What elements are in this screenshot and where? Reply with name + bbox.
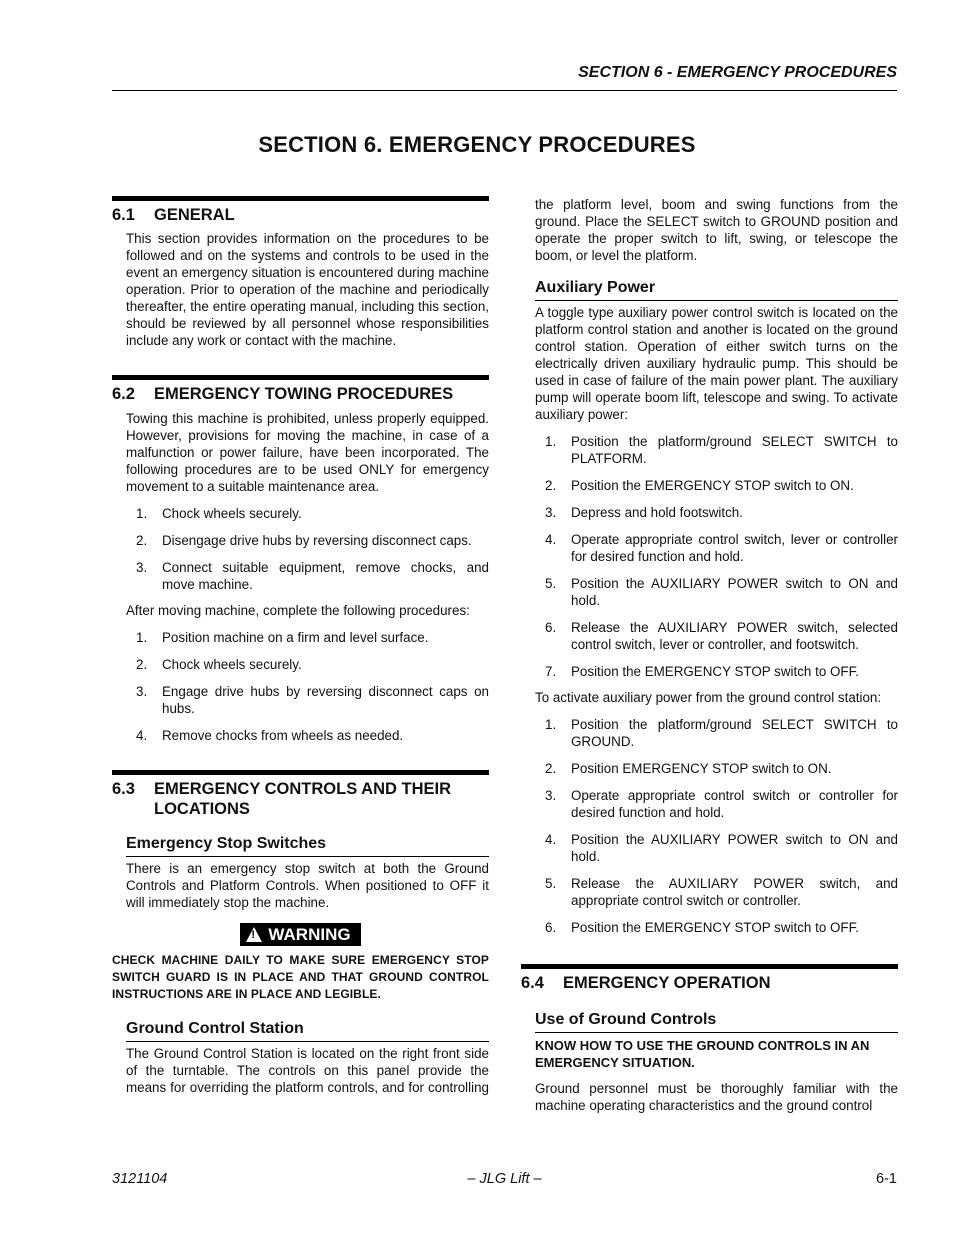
- running-header: SECTION 6 - EMERGENCY PROCEDURES: [578, 64, 897, 81]
- aux-power-paragraph: A toggle type auxiliary power control switch is located on the platform control station and another is located on the ground control station. Operation of either switch turns on the electrically driven auxiliary hydraulic pump. This should be used in case of failure of the main power plant. The auxiliary pump will operate boom lift, telescope and swing. To activate auxiliary power:: [535, 305, 898, 422]
- list-item: 2. Chock wheels securely.: [136, 657, 302, 672]
- section-title: EMERGENCY OPERATION: [563, 974, 771, 992]
- after-moving-paragraph: After moving machine, complete the following procedures:: [126, 603, 470, 618]
- list-item: 2. Position the EMERGENCY STOP switch to ON.: [545, 478, 854, 493]
- aux-ground-intro: To activate auxiliary power from the ground control station:: [535, 690, 882, 705]
- list-item: 5. Position the AUXILIARY POWER switch to ON and hold.: [545, 576, 898, 608]
- page-title: SECTION 6. EMERGENCY PROCEDURES: [258, 132, 696, 157]
- subheading-ground-control-station: Ground Control Station: [126, 1019, 489, 1042]
- gcs-paragraph-part1: The Ground Control Station is located on the right front side of the turntable. The controls on this panel provide the means for overriding the platform controls, and for controlling: [126, 1046, 489, 1095]
- list-item: 4. Position the AUXILIARY POWER switch to ON and hold.: [545, 832, 898, 864]
- warning-banner: [112, 923, 489, 946]
- list-item: 3. Operate appropriate control switch or controller for desired function and hold.: [545, 788, 898, 820]
- list-item: 1. Position the platform/ground SELECT SWITCH to GROUND.: [545, 717, 898, 749]
- ground-controls-bold-note: KNOW HOW TO USE THE GROUND CONTROLS IN AN EMERGENCY SITUATION.: [535, 1038, 870, 1070]
- section-number: 6.2: [112, 385, 135, 403]
- list-item: 3. Depress and hold footswitch.: [545, 505, 743, 520]
- section-title: GENERAL: [154, 206, 235, 224]
- section-heading-6-3: [112, 770, 489, 819]
- towing-paragraph: Towing this machine is prohibited, unless properly equipped. However, provisions for moving the machine, in case of a malfunction or power failure, have been incorporated. The following procedures are to be used ONLY for emergency movement to a suitable maintenance area.: [126, 411, 489, 494]
- page-number: 6-1: [876, 1171, 897, 1187]
- warning-label: WARNING: [268, 925, 351, 944]
- list-item: 3. Engage drive hubs by reversing disconnect caps on hubs.: [136, 684, 489, 716]
- document-number: 3121104: [112, 1171, 168, 1187]
- section-title: EMERGENCY TOWING PROCEDURES: [154, 385, 454, 403]
- section-number: 6.1: [112, 206, 135, 224]
- subheading-auxiliary-power: Auxiliary Power: [535, 278, 898, 301]
- section-number: 6.4: [521, 974, 544, 992]
- list-item: 1. Chock wheels securely.: [136, 506, 302, 521]
- list-item: 1. Position the platform/ground SELECT SWITCH to PLATFORM.: [545, 434, 898, 466]
- list-item: 2. Position EMERGENCY STOP switch to ON.: [545, 761, 832, 776]
- aux-ground-steps-list: [535, 716, 898, 936]
- list-item: 7. Position the EMERGENCY STOP switch to OFF.: [545, 664, 859, 679]
- left-column: [112, 196, 489, 1096]
- right-column: [521, 196, 898, 1114]
- subheading-use-of-ground-controls: Use of Ground Controls: [535, 1010, 898, 1033]
- section-heading-6-2: [112, 375, 489, 404]
- warning-triangle-icon: [246, 927, 262, 942]
- warning-badge: [240, 923, 360, 946]
- towing-steps-list: [126, 505, 489, 593]
- list-item: 2. Disengage drive hubs by reversing disconnect caps.: [136, 533, 472, 548]
- list-item: 5. Release the AUXILIARY POWER switch, and appropriate control switch or controller.: [545, 876, 898, 908]
- footer-brand: – JLG Lift –: [467, 1171, 542, 1187]
- list-item: 3. Connect suitable equipment, remove chocks, and move machine.: [136, 560, 489, 592]
- section-title: EMERGENCY CONTROLS AND THEIR LOCATIONS: [154, 780, 452, 818]
- aux-platform-steps-list: [535, 433, 898, 680]
- list-item: 6. Release the AUXILIARY POWER switch, selected control switch, lever or controller, and footswitch.: [545, 620, 898, 652]
- after-moving-list: [126, 629, 489, 744]
- ground-controls-paragraph: Ground personnel must be thoroughly familiar with the machine operating characteristics and the ground control: [535, 1081, 898, 1113]
- list-item: 4. Remove chocks from wheels as needed.: [136, 728, 404, 743]
- gcs-paragraph-continued: the platform level, boom and swing functions from the ground. Place the SELECT switch to GROUND position and operate the proper switch to lift, swing, or telescope the boom, or level the platform.: [535, 197, 898, 263]
- list-item: 6. Position the EMERGENCY STOP switch to OFF.: [545, 920, 859, 935]
- estop-paragraph: There is an emergency stop switch at both the Ground Controls and Platform Controls. When positioned to OFF it will immediately stop the machine.: [126, 861, 489, 910]
- section-number: 6.3: [112, 780, 135, 798]
- warning-text: CHECK MACHINE DAILY TO MAKE SURE EMERGENCY STOP SWITCH GUARD IS IN PLACE AND THAT GROUND CONTROL INSTRUCTIONS ARE IN PLACE AND LEGIBLE.: [112, 953, 489, 1001]
- list-item: 1. Position machine on a firm and level surface.: [136, 630, 429, 645]
- subheading-emergency-stop: Emergency Stop Switches: [126, 834, 489, 857]
- list-item: 4. Operate appropriate control switch, lever or controller for desired function and hold.: [545, 532, 898, 564]
- section-heading-6-1: [112, 196, 489, 225]
- general-paragraph: This section provides information on the procedures to be followed and on the systems and controls to be used in the event an emergency situation is encountered during machine operation. Prior to operation of the machine and periodically thereafter, the entire operating manual, including this section, should be reviewed by all personnel whose responsibilities include any work or contact with the machine.: [126, 231, 489, 348]
- section-heading-6-4: [521, 964, 898, 993]
- header-rule: [112, 90, 897, 91]
